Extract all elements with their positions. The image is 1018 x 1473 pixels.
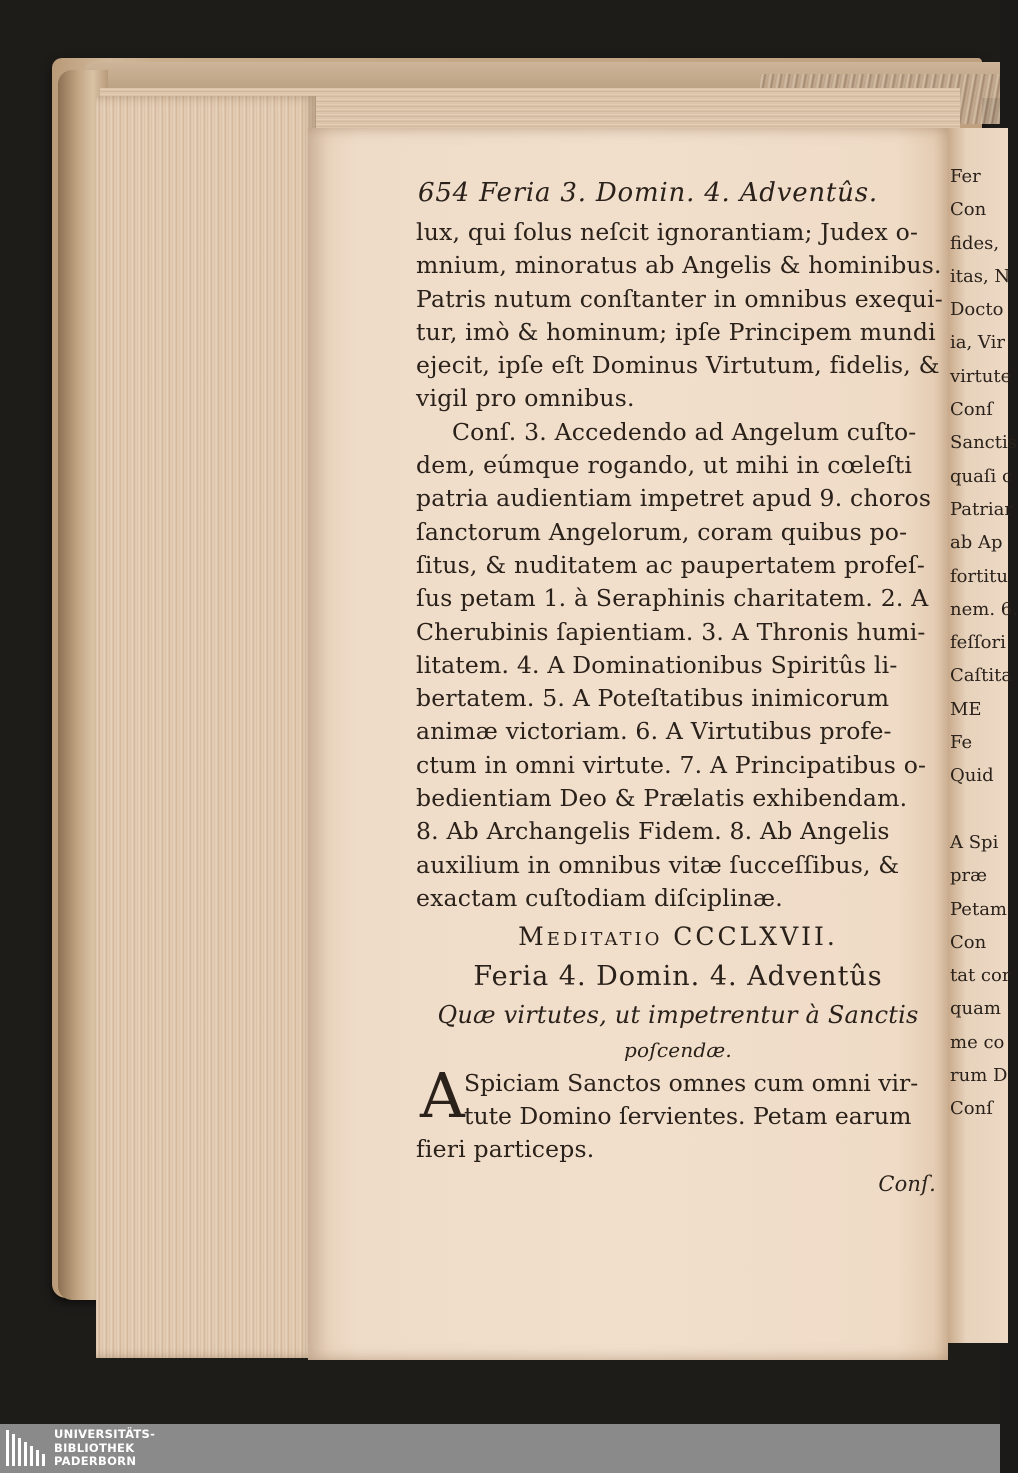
fragment: fortitu	[950, 565, 1008, 587]
page-text	[416, 170, 943, 1201]
text-line: Patris nutum conſtanter in omnibus exequi-	[416, 284, 943, 313]
text-line: auxilium in omnibus vitæ ſucceſſibus, &	[416, 850, 900, 879]
fragment: me co	[950, 1031, 1005, 1053]
facing-page-text	[950, 160, 1018, 1126]
subtitle-line: Quæ virtutes, ut impetrentur à Sanctis	[437, 1001, 919, 1030]
text-line: animæ victoriam. 6. A Virtutibus profe-	[416, 717, 892, 746]
fragment: Petam	[950, 898, 1007, 920]
text-line: bedientiam Deo & Prælatis exhibendam.	[416, 784, 908, 813]
page-edges	[96, 96, 316, 1358]
text-line: lux, qui ſolus neſcit ignorantiam; Judex o-	[416, 218, 919, 246]
text-line: fieri particeps.	[416, 1135, 595, 1164]
library-name-line: PADERBORN	[54, 1454, 137, 1468]
fragment: Fer	[950, 166, 981, 187]
text-line: tur, imò & hominum; ipſe Principem mundi	[416, 317, 936, 346]
fragment: ia, Vir	[950, 332, 1005, 354]
fragment: A Spi	[950, 831, 999, 853]
text-line: vigil pro omnibus.	[416, 384, 635, 413]
fragment: Quid	[950, 765, 994, 787]
library-name-line: UNIVERSITÄTS-	[54, 1427, 156, 1441]
fragment: feſſori	[950, 632, 1006, 654]
fragment: Docto	[950, 299, 1004, 321]
text-line: bertatem. 5. A Poteſtatibus inimicorum	[416, 684, 890, 713]
fragment: quam	[950, 998, 1001, 1020]
fragment	[950, 793, 1010, 826]
library-name	[54, 1428, 155, 1469]
text-line: Spiciam Sanctos omnes cum omni vir-	[464, 1069, 919, 1098]
fragment: Conſ	[950, 399, 993, 421]
running-head: 654 Feria 3. Domin. 4. Adventûs.	[418, 178, 878, 208]
fragment: Fe	[950, 732, 973, 754]
fragment: fides,	[950, 232, 1000, 254]
catchword: Conſ.	[878, 1171, 936, 1196]
text-line: ejecit, ipſe eſt Dominus Virtutum, fidelis, &	[416, 351, 940, 380]
fragment: ab Ap	[950, 532, 1003, 554]
text-line: litatem. 4. A Dominationibus Spiritûs li-	[416, 650, 898, 679]
fragment: Con	[950, 931, 987, 953]
dropcap-paragraph	[416, 1059, 940, 1133]
text-line: ſus petam 1. à Seraphinis charitatem. 2. A	[416, 584, 929, 613]
text-line: ſanctorum Angelorum, coram quibus po-	[416, 517, 908, 546]
text-line: Cherubinis ſapientiam. 3. A Thronis humi-	[416, 617, 926, 646]
fragment: ME	[950, 698, 982, 720]
text-line: Conſ. 3. Accedendo ad Angelum cuſto-	[452, 417, 917, 446]
text-line: ſitus, & nuditatem ac paupertatem profeſ-	[416, 550, 926, 579]
feria-heading: Feria 4. Domin. 4. Adventûs	[473, 961, 883, 993]
fragment: tat cor	[950, 965, 1011, 987]
meditatio-heading: Meditatio CCCLXVII.	[518, 922, 838, 952]
fragment: virtute	[950, 365, 1012, 387]
fragment: præ	[950, 865, 988, 887]
library-logo-icon	[4, 1426, 48, 1470]
library-name-line: BIBLIOTHEK	[54, 1440, 135, 1455]
fragment: quaſi c	[950, 465, 1013, 487]
footer-bar	[0, 1424, 1000, 1473]
fragment: nem. 6.	[950, 598, 1018, 620]
subtitle-line: poſcendæ.	[624, 1038, 732, 1063]
text-line: mnium, minoratus ab Angelis & hominibus.	[416, 251, 942, 280]
fragment: itas, N	[950, 265, 1011, 287]
fragment: Patriar	[950, 498, 1013, 520]
fragment: rum D	[950, 1065, 1008, 1087]
text-line: tute Domino ſervientes. Petam earum	[464, 1102, 912, 1131]
text-line: ctum in omni virtute. 7. A Principatibus o-	[416, 750, 927, 779]
text-line: 8. Ab Archangelis Fidem. 8. Ab Angelis	[416, 817, 890, 846]
text-line: dem, eúmque rogando, ut mihi in cœleſti	[416, 451, 913, 480]
text-line: exactam cuſtodiam diſciplinæ.	[416, 883, 783, 912]
fragment: Con	[950, 199, 987, 221]
fragment: Caſtita	[950, 665, 1013, 687]
text-line: patria audientiam impetret apud 9. choros	[416, 484, 932, 513]
fragment: Sanctis	[950, 432, 1017, 454]
fragment: Conſ	[950, 1098, 993, 1120]
dropcap-letter: A	[420, 1059, 465, 1133]
